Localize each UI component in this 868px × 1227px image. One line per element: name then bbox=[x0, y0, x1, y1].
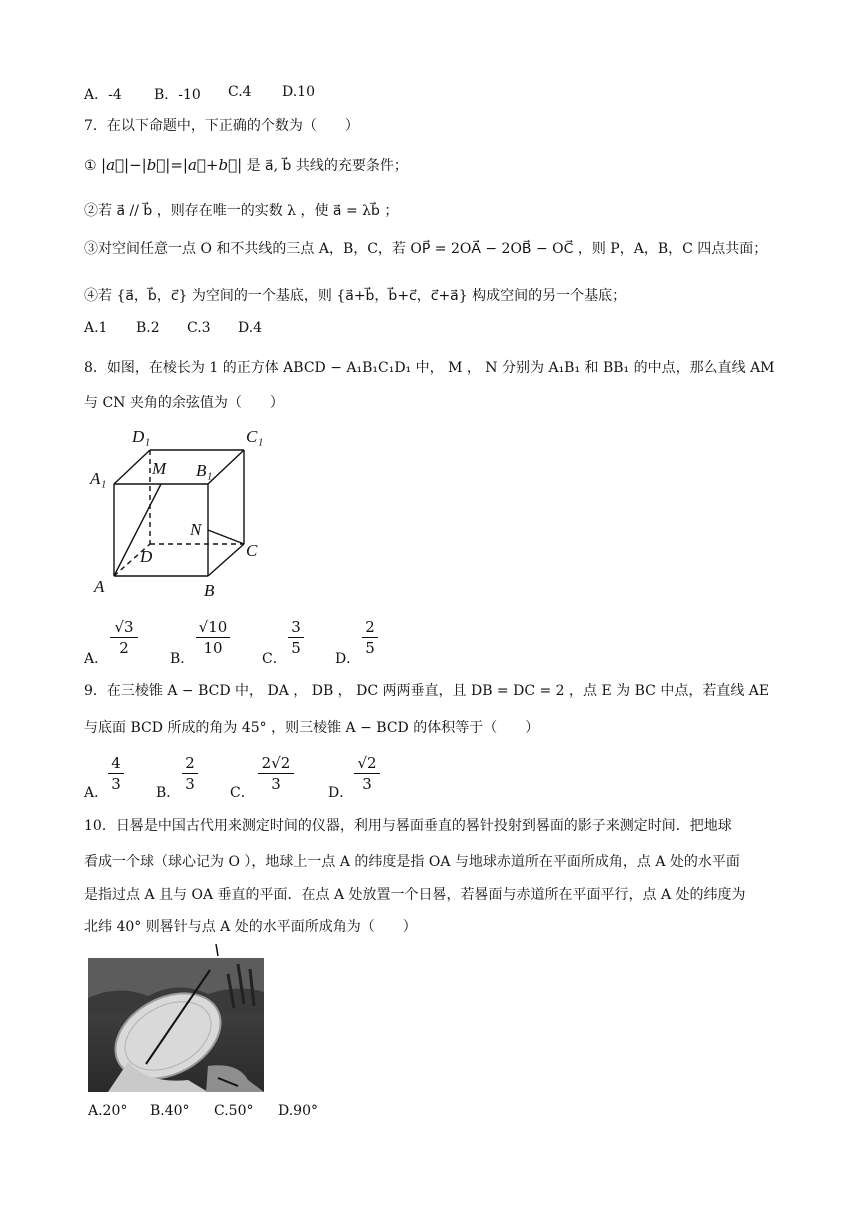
q10-option-c: C.50° bbox=[214, 1103, 254, 1119]
q6-option-a: A．-4 bbox=[84, 87, 122, 103]
q8-option-c-letter: C． bbox=[262, 651, 287, 667]
q7-statement-2: ②若 a⃗ // b⃗ ，则存在唯一的实数 λ ，使 a⃗ = λb⃗ ； bbox=[84, 203, 399, 219]
q9-option-d-fraction: √2 3 bbox=[354, 754, 380, 793]
label-N: N bbox=[190, 520, 202, 539]
q8-option-b-letter: B． bbox=[170, 651, 195, 667]
q8-option-d-letter: D． bbox=[335, 651, 361, 667]
q8-stem-line-1: 8．如图，在棱长为 1 的正方体 ABCD − A₁B₁C₁D₁ 中， M ， N 分别为 A₁B₁ 和 BB₁ 的中点，那么直线 AM bbox=[84, 360, 775, 376]
q6-option-d: D.10 bbox=[282, 84, 315, 100]
q10-option-a: A.20° bbox=[88, 1103, 128, 1119]
q6-option-c: C.4 bbox=[228, 84, 252, 100]
q10-line-1: 10．日晷是中国古代用来测定时间的仪器，利用与晷面垂直的晷针投射到晷面的影子来测定时间．把地球 bbox=[84, 818, 732, 834]
q9-option-c-letter: C． bbox=[230, 785, 255, 801]
q10-line-3: 是指过点 A 且与 OA 垂直的平面．在点 A 处放置一个日晷，若晷面与赤道所在平面平行，点 A 处的纬度为 bbox=[84, 887, 746, 903]
q7-option-a: A.1 bbox=[84, 320, 108, 336]
cube-figure bbox=[86, 420, 276, 605]
q6-option-b: B．-10 bbox=[154, 87, 201, 103]
q7-stem: 7．在以下命题中，下正确的个数为（ ） bbox=[84, 118, 359, 134]
label-D: D bbox=[140, 547, 153, 566]
q8-option-c-fraction: 3 5 bbox=[288, 618, 304, 657]
q10-line-2: 看成一个球（球心记为 O ），地球上一点 A 的纬度是指 OA 与地球赤道所在平面所成角，点 A 处的水平面 bbox=[84, 854, 740, 870]
q7-option-b: B.2 bbox=[136, 320, 160, 336]
q9-stem-line-2: 与底面 BCD 所成的角为 45° ，则三棱锥 A − BCD 的体积等于（ ） bbox=[84, 720, 540, 736]
q10-option-d: D.90° bbox=[278, 1103, 318, 1119]
q7-option-d: D.4 bbox=[238, 320, 263, 336]
q7-option-c: C.3 bbox=[187, 320, 211, 336]
q8-stem-line-2: 与 CN 夹角的余弦值为（ ） bbox=[84, 395, 284, 411]
q7-s1-prefix: ① bbox=[84, 158, 97, 174]
q7-statement-3: ③对空间任意一点 O 和不共线的三点 A，B，C，若 OP⃗ = 2OA⃗ − 2OB⃗ − OC⃗ ，则 P，A，B，C 四点共面； bbox=[84, 241, 768, 257]
q9-option-a-letter: A． bbox=[84, 785, 109, 801]
q9-option-d-letter: D． bbox=[328, 785, 354, 801]
label-B: B bbox=[204, 581, 215, 600]
q10-line-4: 北纬 40° 则晷针与点 A 处的水平面所成角为（ ） bbox=[84, 919, 417, 935]
label-D1: D₁ bbox=[132, 427, 151, 446]
q9-option-a-fraction: 4 3 bbox=[108, 754, 124, 793]
q9-stem-line-1: 9．在三棱锥 A − BCD 中， DA ， DB ， DC 两两垂直，且 DB = DC = 2 ，点 E 为 BC 中点，若直线 AE bbox=[84, 683, 770, 699]
q7-s1-formula: |a⃗|−|b⃗|=|a⃗+b⃗| bbox=[101, 156, 243, 174]
label-C1: C₁ bbox=[246, 427, 264, 446]
label-C: C bbox=[246, 541, 258, 560]
q9-option-b-fraction: 2 3 bbox=[182, 754, 198, 793]
q7-s1-tail: 是 a⃗, b⃗ 共线的充要条件； bbox=[246, 158, 408, 174]
q10-option-b: B.40° bbox=[150, 1103, 190, 1119]
q8-option-b-fraction: √10 10 bbox=[196, 618, 230, 657]
q7-statement-1 bbox=[84, 155, 408, 175]
sundial-photo bbox=[88, 944, 264, 1092]
q7-statement-4: ④若 {a⃗，b⃗，c⃗} 为空间的一个基底，则 {a⃗+b⃗，b⃗+c⃗，c⃗+a⃗} 构成空间的另一个基底； bbox=[84, 288, 627, 304]
label-M: M bbox=[152, 459, 167, 478]
label-B1: B₁ bbox=[196, 461, 213, 480]
q8-option-a-fraction: √3 2 bbox=[110, 618, 138, 657]
q9-option-b-letter: B． bbox=[156, 785, 181, 801]
q8-option-d-fraction: 2 5 bbox=[362, 618, 378, 657]
q8-option-a-letter: A． bbox=[84, 651, 109, 667]
q9-option-c-fraction: 2√2 3 bbox=[258, 754, 294, 793]
label-A: A bbox=[94, 577, 105, 596]
label-A1: A₁ bbox=[90, 469, 107, 488]
